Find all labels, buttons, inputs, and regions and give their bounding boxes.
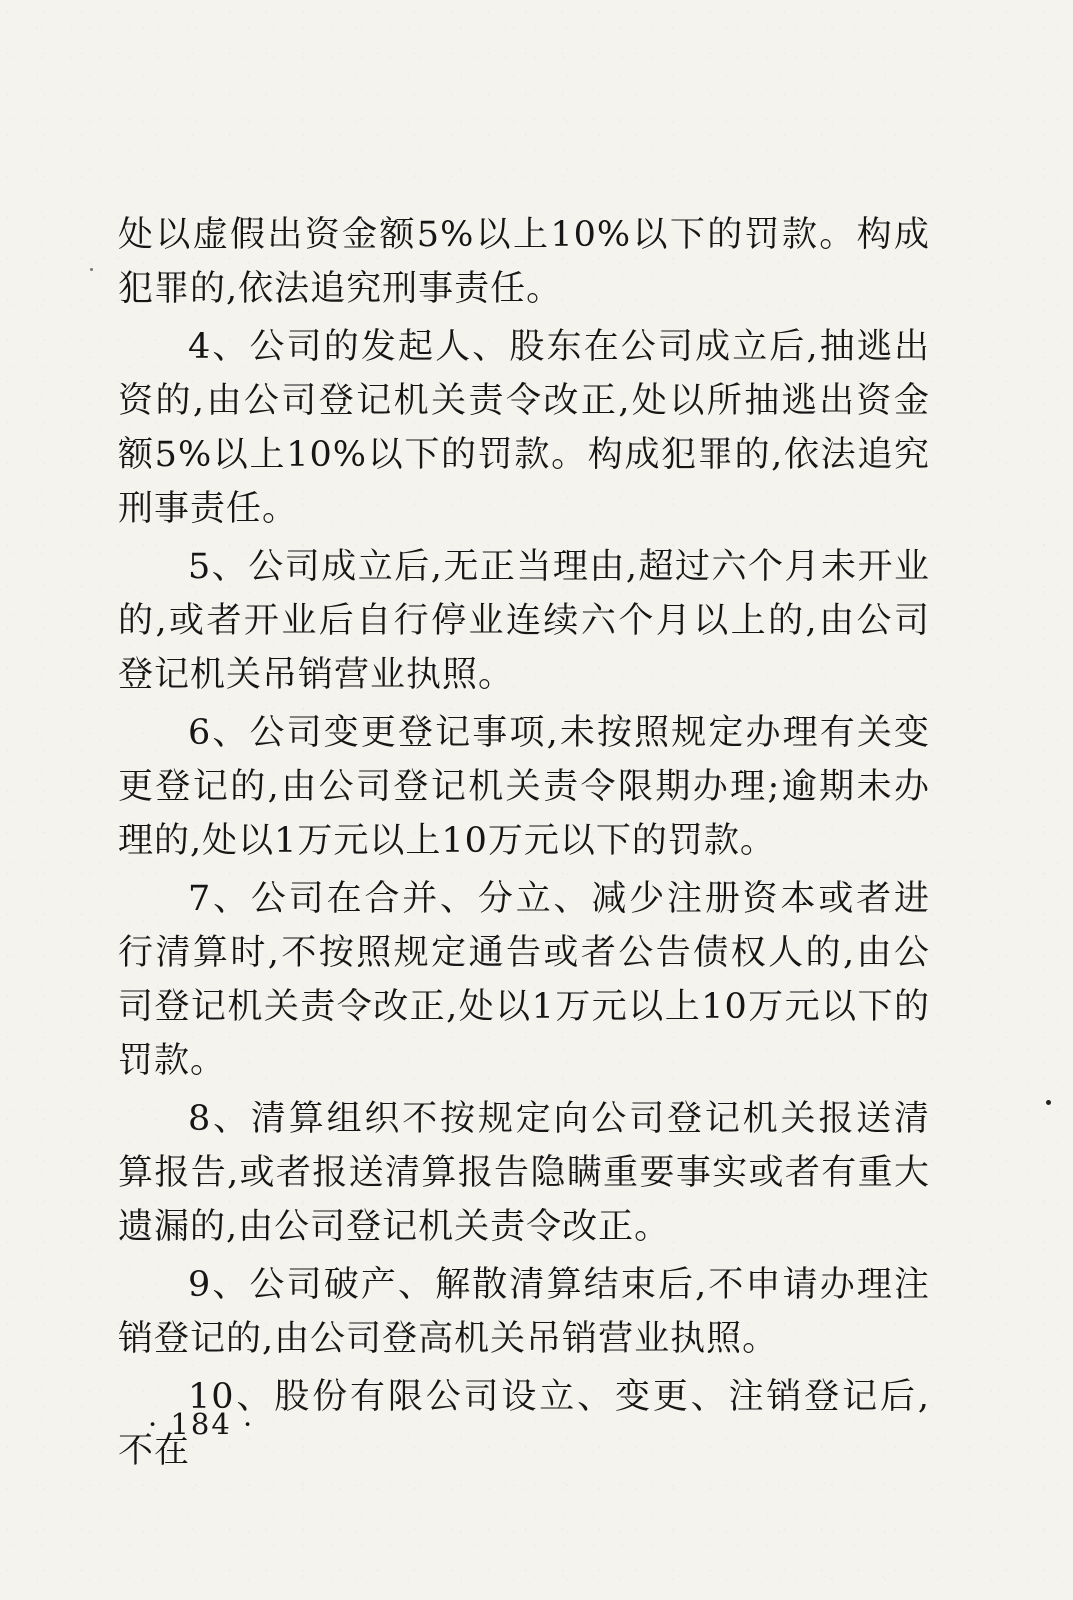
paragraph-item-4: 4、公司的发起人、股东在公司成立后,抽逃出资的,由公司登记机关责令改正,处以所抽逃出资金额5%以上10%以下的罚款。构成犯罪的,依法追究刑事责任。 — [118, 327, 930, 529]
scan-speck — [1046, 1100, 1051, 1105]
page-number: · 184 · — [148, 1407, 255, 1441]
body-text — [118, 208, 930, 1482]
paragraph-continuation: 处以虚假出资金额5%以上10%以下的罚款。构成犯罪的,依法追究刑事责任。 — [118, 215, 930, 309]
paragraph-item-8: 8、清算组织不按规定向公司登记机关报送清算报告,或者报送清算报告隐瞒重要事实或者有重大遗漏的,由公司登记机关责令改正。 — [118, 1099, 930, 1247]
paragraph-item-5: 5、公司成立后,无正当理由,超过六个月未开业的,或者开业后自行停业连续六个月以上的,由公司登记机关吊销营业执照。 — [118, 547, 930, 695]
scan-speck — [90, 268, 93, 271]
paragraph-item-6: 6、公司变更登记事项,未按照规定办理有关变更登记的,由公司登记机关责令限期办理;逾期未办理的,处以1万元以上10万元以下的罚款。 — [118, 713, 930, 861]
paragraph-item-10: 10、股份有限公司设立、变更、注销登记后,不在 — [118, 1377, 930, 1471]
paragraph-item-9: 9、公司破产、解散清算结束后,不申请办理注销登记的,由公司登高机关吊销营业执照。 — [118, 1265, 930, 1359]
paragraph-item-7: 7、公司在合并、分立、减少注册资本或者进行清算时,不按照规定通告或者公告债权人的,由公司登记机关责令改正,处以1万元以上10万元以下的罚款。 — [118, 879, 930, 1081]
